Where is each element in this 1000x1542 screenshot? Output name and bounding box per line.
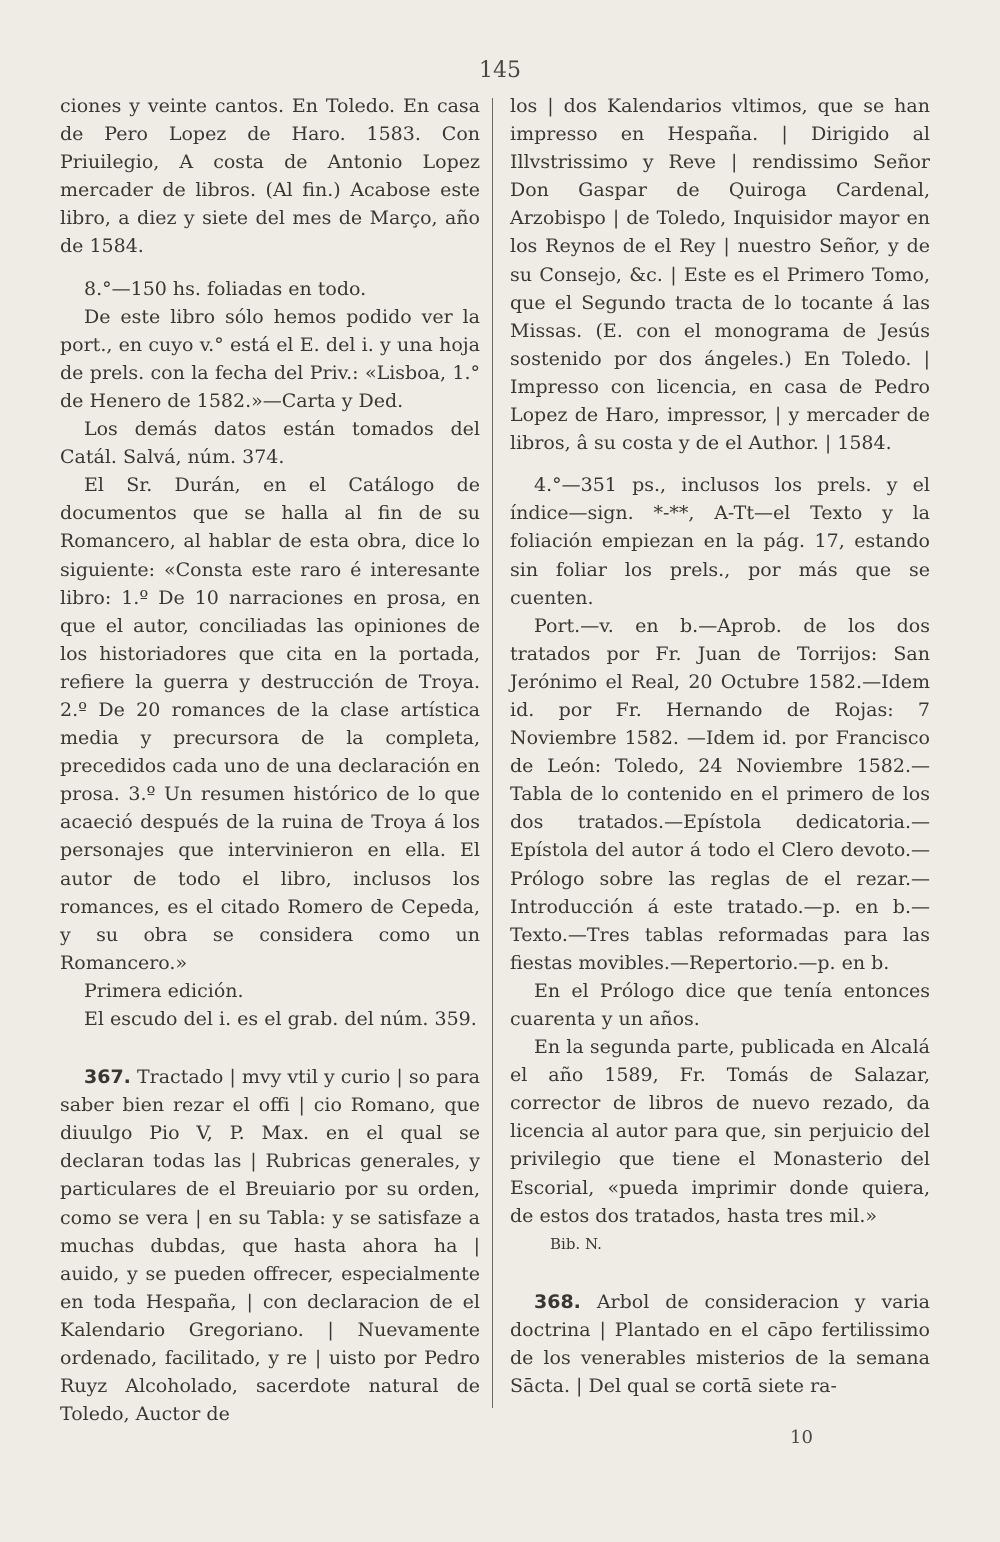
entry-number: 368. xyxy=(534,1290,581,1313)
paragraph: 4.°—351 ps., inclusos los prels. y el índice—sign. *-**, A-Tt—el Texto y la foliación empiezan en la pág. 17, estando sin foliar los prels., por más que se cuenten. xyxy=(510,474,930,609)
paragraph: Primera edición. xyxy=(84,979,244,1002)
left-column xyxy=(60,92,480,1428)
right-column xyxy=(510,92,930,1400)
paragraph: Port.—v. en b.—Aprob. de los dos tratados por Fr. Juan de Torrijos: San Jerónimo el Real, 20 Octubre 1582.—Idem id. por Fr. Hernando de Rojas: 7 Noviembre 1582. —Idem id. por Francisco de León: Toledo, 24 Noviembre 1582.—Tabla de lo contenido en el primero de los dos tratados.—Epístola dedicatoria.—Epístola del autor á todo el Clero devoto.—Prólogo sobre las reglas de el rezar.—Introducción á este tratado.—p. en b.—Texto.—Tres tablas reformadas para las fiestas movibles.—Repertorio.—p. en b. xyxy=(510,614,930,974)
paragraph: El Sr. Durán, en el Catálogo de documentos que se halla al fin de su Romancero, al hablar de esta obra, dice lo siguiente: «Consta este raro é interesante libro: 1.º De 10 narraciones en prosa, en que el autor, conciliadas las opiniones de los historiadores que cita en la portada, refiere la guerra y destrucción de Troya. 2.º De 20 romances de la clase artística media y precursora de la completa, precedidos cada uno de una declaración en prosa. 3.º Un resumen histórico de lo que acaeció después de la ruina de Troya á los personajes que intervinieron en ella. El autor de todo el libro, inclusos los romances, es el citado Romero de Cepeda, y su obra se considera como un Romancero.» xyxy=(60,474,480,974)
spacer xyxy=(510,1258,930,1288)
spacer xyxy=(60,261,480,275)
paragraph: De este libro sólo hemos podido ver la port., en cuyo v.° está el E. del i. y una hoja de prels. con la fecha del Priv.: «Lisboa, 1.° de Henero de 1582.»—Carta y Ded. xyxy=(60,305,480,412)
entry-number: 367. xyxy=(84,1066,131,1089)
paragraph: En la segunda parte, publicada en Alcalá el año 1589, Fr. Tomás de Salazar, corrector de libros de nuevo rezado, da licencia al autor para que, sin perjuicio del privilegio que tiene el Monasterio del Escorial, «pueda imprimir donde quiera, de estos dos tratados, hasta tres mil.» xyxy=(510,1036,930,1227)
page-number: 145 xyxy=(479,58,521,83)
paragraph: Los demás datos están tomados del Catál. Salvá, núm. 374. xyxy=(60,418,480,469)
paragraph: 8.°—150 hs. foliadas en todo. xyxy=(84,277,367,300)
paragraph: ciones y veinte cantos. En Toledo. En casa de Pero Lopez de Haro. 1583. Con Priuilegio, A costa de Antonio Lopez mercader de libros. (Al fin.) Acabose este libro, a diez y siete del mes de Março, año de 1584. xyxy=(60,95,480,258)
library-abbrev: Bib. N. xyxy=(550,1234,602,1253)
column-divider xyxy=(492,98,493,1408)
entry-text: Arbol de consideracion y varia doctrina | Plantado en el cāpo fertilissimo de los venerables misterios de la semana Sācta. | Del qual se cortā siete ra- xyxy=(510,1290,930,1398)
entry-text: Tractado | mvy vtil y curio | so para saber bien rezar el offi | cio Romano, que diuulgo Pio V, P. Max. en el qual se declaran todas las | Rubricas generales, y particulares de el Breuiario por su orden, como se vera | en su Tabla: y se satisfaze a muchas dubdas, que hasta ahora ha | auido, y se pueden offrecer, especialmente en toda Hespaña, | con declaracion de el Kalendario Gregoriano. | Nuevamente ordenado, facilitado, y re | uisto por Pedro Ruyz Alcoholado, sacerdote natural de Toledo, Auctor de xyxy=(60,1066,480,1426)
paragraph: los | dos Kalendarios vltimos, que se han impresso en Hespaña. | Dirigido al Illvstrissimo y Reve | rendissimo Señor Don Gaspar de Quiroga Cardenal, Arzobispo | de Toledo, Inquisidor mayor en los Reynos de el Rey | nuestro Señor, y de su Consejo, &c. | Este es el Primero Tomo, que el Segundo tracta de lo tocante á las Missas. (E. con el monograma de Jesús sostenido por dos ángeles.) En Toledo. | Impresso con licencia, en casa de Pedro Lopez de Haro, impressor, | y mercader de libros, â su costa y de el Author. | 1584. xyxy=(510,95,930,455)
spacer xyxy=(60,1033,480,1063)
entry-367 xyxy=(60,1063,480,1428)
printer-signature: 10 xyxy=(790,1427,813,1448)
paragraph: En el Prólogo dice que tenía entonces cuarenta y un años. xyxy=(510,979,930,1030)
spacer xyxy=(510,457,930,471)
entry-368 xyxy=(510,1288,930,1400)
paragraph: El escudo del i. es el grab. del núm. 359. xyxy=(84,1008,477,1030)
